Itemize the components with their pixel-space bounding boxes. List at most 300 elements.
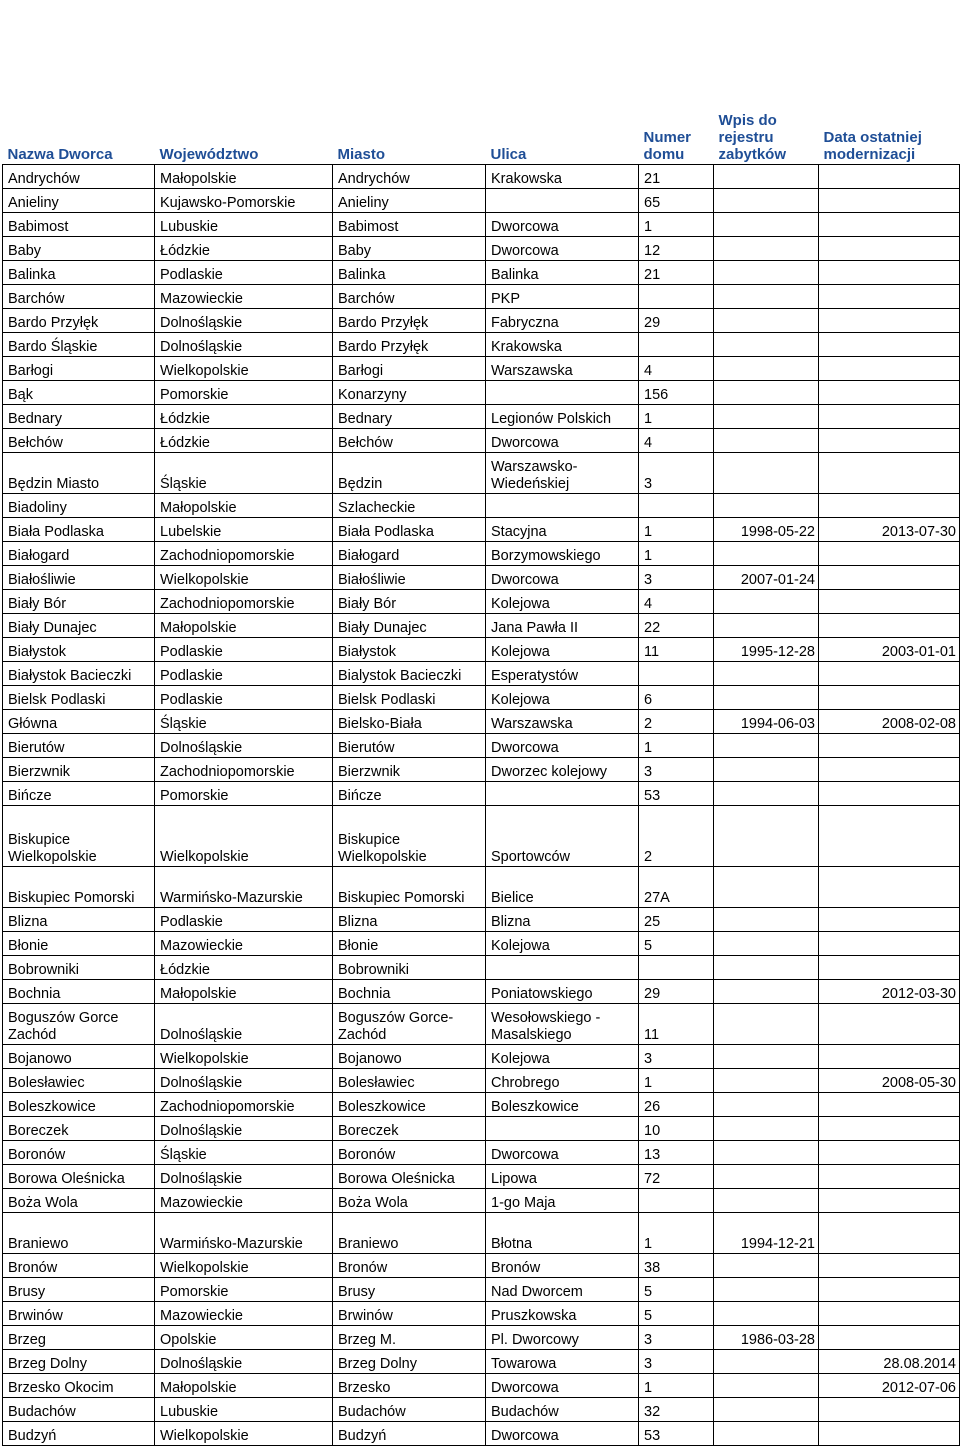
cell-miasto: Biskupice Wielkopolskie [333, 806, 486, 867]
cell-numer: 10 [639, 1117, 714, 1141]
cell-wpis [714, 662, 819, 686]
cell-miasto: Będzin [333, 453, 486, 494]
cell-wpis [714, 734, 819, 758]
cell-ulica [486, 782, 639, 806]
cell-nazwa: Bąk [3, 381, 155, 405]
cell-numer: 29 [639, 980, 714, 1004]
cell-miasto: Budzyń [333, 1422, 486, 1446]
cell-wpis: 1994-06-03 [714, 710, 819, 734]
cell-miasto: Błonie [333, 932, 486, 956]
cell-wpis [714, 1093, 819, 1117]
table-row [3, 1213, 960, 1254]
col-header-modernizacja: Data ostatniej modernizacji [819, 0, 960, 165]
cell-modernizacja [819, 1254, 960, 1278]
cell-miasto: Bierzwnik [333, 758, 486, 782]
cell-numer: 27A [639, 867, 714, 908]
cell-modernizacja: 2008-05-30 [819, 1069, 960, 1093]
table-row [3, 734, 960, 758]
table-row [3, 867, 960, 908]
cell-modernizacja [819, 165, 960, 189]
cell-nazwa: Boreczek [3, 1117, 155, 1141]
cell-miasto: Boża Wola [333, 1189, 486, 1213]
table-row [3, 189, 960, 213]
cell-numer: 22 [639, 614, 714, 638]
cell-numer: 72 [639, 1165, 714, 1189]
cell-wpis: 1995-12-28 [714, 638, 819, 662]
cell-wojewodztwo: Wielkopolskie [155, 566, 333, 590]
cell-numer: 1 [639, 213, 714, 237]
table-row [3, 1254, 960, 1278]
cell-miasto: Babimost [333, 213, 486, 237]
cell-modernizacja [819, 590, 960, 614]
table-row [3, 614, 960, 638]
cell-nazwa: Brzeg [3, 1326, 155, 1350]
cell-wpis [714, 1398, 819, 1422]
cell-miasto: Biały Dunajec [333, 614, 486, 638]
cell-modernizacja [819, 309, 960, 333]
cell-ulica: Sportowców [486, 806, 639, 867]
cell-miasto: Biała Podlaska [333, 518, 486, 542]
cell-ulica [486, 494, 639, 518]
cell-miasto: Bierutów [333, 734, 486, 758]
cell-modernizacja [819, 1045, 960, 1069]
cell-nazwa: Białogard [3, 542, 155, 566]
table-row [3, 494, 960, 518]
table-row [3, 381, 960, 405]
cell-numer: 3 [639, 1350, 714, 1374]
table-row [3, 1302, 960, 1326]
cell-nazwa: Blizna [3, 908, 155, 932]
cell-wpis [714, 357, 819, 381]
cell-numer: 25 [639, 908, 714, 932]
table-row [3, 213, 960, 237]
cell-numer: 1 [639, 1374, 714, 1398]
cell-ulica: Esperatystów [486, 662, 639, 686]
cell-nazwa: Białystok Bacieczki [3, 662, 155, 686]
cell-nazwa: Błonie [3, 932, 155, 956]
table-row [3, 1165, 960, 1189]
cell-modernizacja [819, 956, 960, 980]
cell-wpis [714, 782, 819, 806]
cell-ulica [486, 381, 639, 405]
cell-ulica: Krakowska [486, 165, 639, 189]
cell-wojewodztwo: Śląskie [155, 710, 333, 734]
cell-miasto: Brusy [333, 1278, 486, 1302]
cell-wpis [714, 1254, 819, 1278]
cell-wpis [714, 1004, 819, 1045]
cell-numer: 3 [639, 758, 714, 782]
cell-wpis [714, 1141, 819, 1165]
cell-ulica: Warszawska [486, 357, 639, 381]
cell-nazwa: Baby [3, 237, 155, 261]
cell-numer: 38 [639, 1254, 714, 1278]
cell-ulica: Nad Dworcem [486, 1278, 639, 1302]
cell-wpis [714, 542, 819, 566]
cell-ulica: Wesołowskiego - Masalskiego [486, 1004, 639, 1045]
cell-nazwa: Brzeg Dolny [3, 1350, 155, 1374]
cell-wpis [714, 1350, 819, 1374]
cell-modernizacja [819, 285, 960, 309]
cell-wpis [714, 381, 819, 405]
cell-modernizacja [819, 1117, 960, 1141]
cell-miasto: Boguszów Gorce-Zachód [333, 1004, 486, 1045]
cell-modernizacja [819, 1093, 960, 1117]
cell-nazwa: Boronów [3, 1141, 155, 1165]
cell-numer: 6 [639, 686, 714, 710]
cell-numer: 2 [639, 710, 714, 734]
cell-nazwa: Biskupice Wielkopolskie [3, 806, 155, 867]
table-row [3, 1189, 960, 1213]
cell-ulica: Fabryczna [486, 309, 639, 333]
table-row [3, 1069, 960, 1093]
col-header-nazwa: Nazwa Dworca [3, 0, 155, 165]
cell-miasto: Brwinów [333, 1302, 486, 1326]
cell-numer: 21 [639, 165, 714, 189]
cell-modernizacja [819, 614, 960, 638]
table-row [3, 566, 960, 590]
cell-wojewodztwo: Mazowieckie [155, 1189, 333, 1213]
cell-nazwa: Bełchów [3, 429, 155, 453]
col-header-numer: Numer domu [639, 0, 714, 165]
cell-miasto: Barchów [333, 285, 486, 309]
cell-ulica: Warszawsko-Wiedeńskiej [486, 453, 639, 494]
cell-modernizacja [819, 189, 960, 213]
cell-wpis [714, 614, 819, 638]
cell-miasto: Bochnia [333, 980, 486, 1004]
cell-numer: 21 [639, 261, 714, 285]
cell-numer: 1 [639, 518, 714, 542]
col-header-wojewodztwo: Województwo [155, 0, 333, 165]
cell-wpis [714, 980, 819, 1004]
cell-wojewodztwo: Zachodniopomorskie [155, 542, 333, 566]
cell-modernizacja [819, 1422, 960, 1446]
cell-numer: 12 [639, 237, 714, 261]
cell-miasto: Boleszkowice [333, 1093, 486, 1117]
cell-wojewodztwo: Pomorskie [155, 1278, 333, 1302]
table-row [3, 662, 960, 686]
cell-wpis [714, 1165, 819, 1189]
cell-nazwa: Bolesławiec [3, 1069, 155, 1093]
cell-wojewodztwo: Małopolskie [155, 494, 333, 518]
cell-nazwa: Białystok [3, 638, 155, 662]
cell-wojewodztwo: Małopolskie [155, 614, 333, 638]
cell-wojewodztwo: Warmińsko-Mazurskie [155, 867, 333, 908]
cell-wojewodztwo: Podlaskie [155, 908, 333, 932]
cell-ulica: Dworcowa [486, 1374, 639, 1398]
cell-ulica: Kolejowa [486, 686, 639, 710]
cell-numer: 13 [639, 1141, 714, 1165]
cell-wpis [714, 867, 819, 908]
cell-miasto: Bronów [333, 1254, 486, 1278]
cell-nazwa: Bobrowniki [3, 956, 155, 980]
cell-miasto: Bolesławiec [333, 1069, 486, 1093]
table-row [3, 1374, 960, 1398]
cell-numer: 11 [639, 1004, 714, 1045]
cell-wojewodztwo: Zachodniopomorskie [155, 590, 333, 614]
cell-numer: 4 [639, 590, 714, 614]
cell-wpis [714, 1374, 819, 1398]
cell-ulica: Dworcowa [486, 1422, 639, 1446]
cell-ulica: Balinka [486, 261, 639, 285]
cell-modernizacja: 2003-01-01 [819, 638, 960, 662]
cell-modernizacja [819, 734, 960, 758]
cell-wpis [714, 590, 819, 614]
cell-numer: 5 [639, 1278, 714, 1302]
cell-nazwa: Bierzwnik [3, 758, 155, 782]
cell-wojewodztwo: Śląskie [155, 453, 333, 494]
cell-modernizacja [819, 542, 960, 566]
cell-wojewodztwo: Łódzkie [155, 956, 333, 980]
cell-modernizacja [819, 237, 960, 261]
cell-wpis: 1998-05-22 [714, 518, 819, 542]
cell-ulica: Boleszkowice [486, 1093, 639, 1117]
cell-numer: 1 [639, 1069, 714, 1093]
cell-wpis [714, 1045, 819, 1069]
col-header-miasto: Miasto [333, 0, 486, 165]
cell-modernizacja [819, 333, 960, 357]
cell-wojewodztwo: Dolnośląskie [155, 1165, 333, 1189]
cell-wpis [714, 908, 819, 932]
cell-ulica: Dworcowa [486, 1141, 639, 1165]
cell-ulica: Poniatowskiego [486, 980, 639, 1004]
table-row [3, 1422, 960, 1446]
cell-miasto: Szlacheckie [333, 494, 486, 518]
cell-numer: 26 [639, 1093, 714, 1117]
table-row [3, 309, 960, 333]
cell-nazwa: Bardo Przyłęk [3, 309, 155, 333]
cell-miasto: Białośliwie [333, 566, 486, 590]
cell-nazwa: Barchów [3, 285, 155, 309]
cell-modernizacja: 2012-03-30 [819, 980, 960, 1004]
cell-miasto: Blizna [333, 908, 486, 932]
cell-wojewodztwo: Pomorskie [155, 381, 333, 405]
cell-wojewodztwo: Podlaskie [155, 686, 333, 710]
cell-wpis [714, 1278, 819, 1302]
cell-numer [639, 333, 714, 357]
cell-modernizacja [819, 1165, 960, 1189]
table-row [3, 518, 960, 542]
cell-numer: 1 [639, 405, 714, 429]
table-row [3, 542, 960, 566]
cell-modernizacja [819, 1004, 960, 1045]
cell-modernizacja [819, 932, 960, 956]
cell-modernizacja [819, 213, 960, 237]
cell-modernizacja [819, 453, 960, 494]
table-row [3, 357, 960, 381]
cell-wojewodztwo: Lubuskie [155, 1398, 333, 1422]
cell-ulica: Pruszkowska [486, 1302, 639, 1326]
cell-wpis [714, 405, 819, 429]
cell-wojewodztwo: Wielkopolskie [155, 1045, 333, 1069]
cell-numer: 65 [639, 189, 714, 213]
cell-wojewodztwo: Zachodniopomorskie [155, 1093, 333, 1117]
cell-ulica: Budachów [486, 1398, 639, 1422]
cell-ulica: Kolejowa [486, 590, 639, 614]
cell-miasto: Andrychów [333, 165, 486, 189]
cell-wpis: 1994-12-21 [714, 1213, 819, 1254]
cell-miasto: Bińcze [333, 782, 486, 806]
cell-modernizacja [819, 867, 960, 908]
table-row [3, 333, 960, 357]
cell-miasto: Boronów [333, 1141, 486, 1165]
cell-miasto: Bielsko-Biała [333, 710, 486, 734]
cell-modernizacja [819, 1278, 960, 1302]
cell-wpis [714, 686, 819, 710]
cell-nazwa: Bochnia [3, 980, 155, 1004]
cell-wojewodztwo: Kujawsko-Pomorskie [155, 189, 333, 213]
cell-wpis [714, 1069, 819, 1093]
cell-wojewodztwo: Podlaskie [155, 638, 333, 662]
cell-ulica: Bielice [486, 867, 639, 908]
cell-nazwa: Bojanowo [3, 1045, 155, 1069]
cell-wpis: 1986-03-28 [714, 1326, 819, 1350]
cell-miasto: Bełchów [333, 429, 486, 453]
cell-wpis [714, 494, 819, 518]
cell-ulica: Chrobrego [486, 1069, 639, 1093]
cell-wpis [714, 333, 819, 357]
cell-miasto: Białogard [333, 542, 486, 566]
table-row [3, 758, 960, 782]
cell-nazwa: Andrychów [3, 165, 155, 189]
cell-numer [639, 285, 714, 309]
cell-nazwa: Anieliny [3, 189, 155, 213]
cell-numer: 3 [639, 566, 714, 590]
cell-ulica: Kolejowa [486, 1045, 639, 1069]
cell-ulica: 1-go Maja [486, 1189, 639, 1213]
cell-wpis [714, 806, 819, 867]
cell-miasto: Boreczek [333, 1117, 486, 1141]
cell-ulica [486, 956, 639, 980]
cell-wpis [714, 758, 819, 782]
cell-wpis [714, 261, 819, 285]
cell-modernizacja [819, 357, 960, 381]
cell-modernizacja [819, 381, 960, 405]
cell-nazwa: Biadoliny [3, 494, 155, 518]
table-row [3, 932, 960, 956]
cell-ulica: Dworcowa [486, 566, 639, 590]
cell-wpis [714, 1117, 819, 1141]
cell-wojewodztwo: Opolskie [155, 1326, 333, 1350]
col-header-wpis: Wpis do rejestru zabytków [714, 0, 819, 165]
cell-wojewodztwo: Dolnośląskie [155, 1004, 333, 1045]
cell-modernizacja [819, 566, 960, 590]
cell-ulica: Dworcowa [486, 429, 639, 453]
table-row [3, 1398, 960, 1422]
cell-nazwa: Braniewo [3, 1213, 155, 1254]
cell-numer: 1 [639, 734, 714, 758]
cell-wojewodztwo: Wielkopolskie [155, 1422, 333, 1446]
cell-modernizacja [819, 782, 960, 806]
cell-numer: 53 [639, 1422, 714, 1446]
table-row [3, 1350, 960, 1374]
cell-wpis [714, 189, 819, 213]
cell-ulica: Stacyjna [486, 518, 639, 542]
table-row [3, 261, 960, 285]
cell-ulica: Lipowa [486, 1165, 639, 1189]
cell-nazwa: Bednary [3, 405, 155, 429]
cell-numer [639, 662, 714, 686]
table-row [3, 806, 960, 867]
cell-nazwa: Bierutów [3, 734, 155, 758]
cell-nazwa: Babimost [3, 213, 155, 237]
cell-numer: 1 [639, 542, 714, 566]
cell-wpis: 2007-01-24 [714, 566, 819, 590]
cell-modernizacja: 28.08.2014 [819, 1350, 960, 1374]
cell-nazwa: Bardo Śląskie [3, 333, 155, 357]
cell-nazwa: Bielsk Podlaski [3, 686, 155, 710]
cell-wpis [714, 237, 819, 261]
cell-wojewodztwo: Pomorskie [155, 782, 333, 806]
stations-table [2, 0, 960, 1446]
cell-wojewodztwo: Łódzkie [155, 405, 333, 429]
cell-wojewodztwo: Małopolskie [155, 165, 333, 189]
cell-nazwa: Główna [3, 710, 155, 734]
cell-nazwa: Biały Dunajec [3, 614, 155, 638]
cell-numer: 53 [639, 782, 714, 806]
cell-nazwa: Bronów [3, 1254, 155, 1278]
cell-wojewodztwo: Mazowieckie [155, 285, 333, 309]
cell-miasto: Budachów [333, 1398, 486, 1422]
cell-modernizacja: 2013-07-30 [819, 518, 960, 542]
cell-wojewodztwo: Podlaskie [155, 662, 333, 686]
cell-nazwa: Brwinów [3, 1302, 155, 1326]
cell-ulica: Kolejowa [486, 932, 639, 956]
table-row [3, 1326, 960, 1350]
cell-wojewodztwo: Lubuskie [155, 213, 333, 237]
cell-modernizacja [819, 1302, 960, 1326]
cell-wojewodztwo: Podlaskie [155, 261, 333, 285]
cell-ulica: Krakowska [486, 333, 639, 357]
cell-wojewodztwo: Dolnośląskie [155, 309, 333, 333]
table-row [3, 1278, 960, 1302]
cell-modernizacja [819, 429, 960, 453]
cell-numer: 4 [639, 357, 714, 381]
cell-modernizacja [819, 908, 960, 932]
cell-ulica: Dworzec kolejowy [486, 758, 639, 782]
cell-numer: 2 [639, 806, 714, 867]
cell-wojewodztwo: Zachodniopomorskie [155, 758, 333, 782]
table-row [3, 980, 960, 1004]
cell-ulica: PKP [486, 285, 639, 309]
table-row [3, 429, 960, 453]
cell-wojewodztwo: Łódzkie [155, 237, 333, 261]
cell-modernizacja [819, 1398, 960, 1422]
cell-miasto: Brzeg M. [333, 1326, 486, 1350]
table-row [3, 638, 960, 662]
cell-numer: 5 [639, 932, 714, 956]
cell-miasto: Biały Bór [333, 590, 486, 614]
cell-ulica: Dworcowa [486, 237, 639, 261]
cell-miasto: Brzesko [333, 1374, 486, 1398]
cell-miasto: Baby [333, 237, 486, 261]
cell-wojewodztwo: Wielkopolskie [155, 357, 333, 381]
table-row [3, 1093, 960, 1117]
cell-ulica: Błotna [486, 1213, 639, 1254]
table-row [3, 908, 960, 932]
cell-ulica: Pl. Dworcowy [486, 1326, 639, 1350]
cell-ulica: Jana Pawła II [486, 614, 639, 638]
cell-nazwa: Bińcze [3, 782, 155, 806]
cell-modernizacja [819, 1189, 960, 1213]
cell-modernizacja: 2012-07-06 [819, 1374, 960, 1398]
cell-miasto: Bednary [333, 405, 486, 429]
cell-ulica: Dworcowa [486, 213, 639, 237]
cell-nazwa: Białośliwie [3, 566, 155, 590]
cell-miasto: Barłogi [333, 357, 486, 381]
cell-wojewodztwo: Dolnośląskie [155, 333, 333, 357]
cell-miasto: Borowa Oleśnicka [333, 1165, 486, 1189]
table-row [3, 710, 960, 734]
